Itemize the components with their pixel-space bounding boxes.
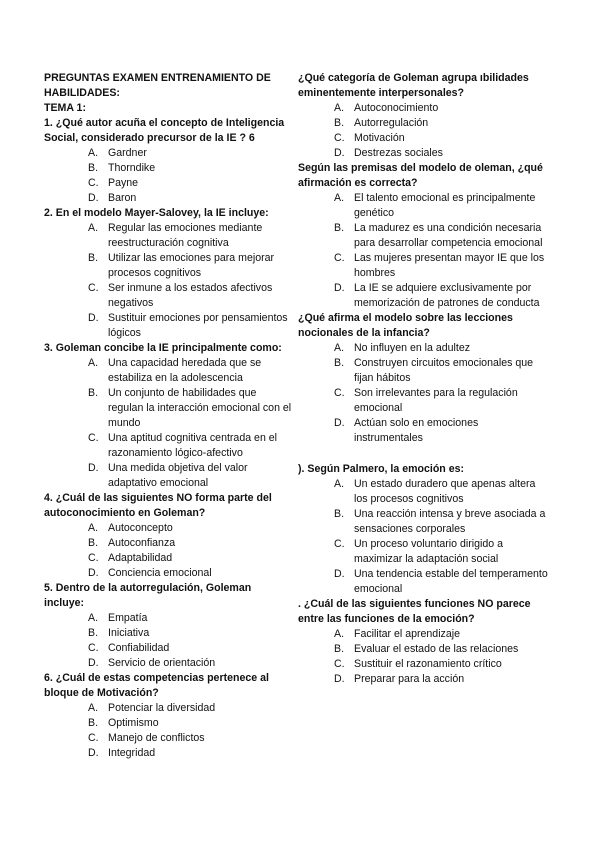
option-text: Ser inmune a los estados afectivos negativos: [108, 282, 273, 309]
option-letter: B.: [88, 627, 99, 639]
option-letter: D.: [334, 147, 345, 159]
question-block: [44, 671, 294, 761]
question-block: [298, 311, 548, 446]
option-text: Motivación: [354, 132, 405, 144]
option-item: [334, 356, 548, 386]
option-text: Adaptabilidad: [108, 552, 173, 564]
option-item: [88, 356, 294, 386]
option-item: [88, 701, 294, 716]
option-letter: B.: [88, 537, 99, 549]
option-text: Una medida objetiva del valor adaptativo emocional: [108, 462, 248, 489]
option-item: [88, 566, 294, 581]
topic-heading: TEMA 1:: [44, 102, 86, 114]
option-item: [334, 477, 548, 507]
question-text: 3. Goleman concibe la IE principalmente como:: [44, 342, 282, 354]
option-text: Un proceso voluntario dirigido a maximizar la adaptación social: [354, 538, 503, 565]
option-letter: D.: [88, 312, 99, 324]
option-text: Integridad: [108, 747, 156, 759]
option-item: [88, 536, 294, 551]
option-letter: A.: [88, 612, 99, 624]
option-text: Una aptitud cognitiva centrada en el razonamiento lógico-afectivo: [108, 432, 278, 459]
options-list: [298, 477, 548, 597]
option-letter: C.: [88, 732, 99, 744]
option-letter: B.: [88, 717, 99, 729]
option-text: La IE se adquiere exclusivamente por memorización de patrones de conducta: [354, 282, 540, 309]
option-letter: A.: [88, 147, 99, 159]
option-item: [88, 221, 294, 251]
option-text: Payne: [108, 177, 139, 189]
option-letter: D.: [334, 417, 345, 429]
option-item: [334, 537, 548, 567]
option-text: Regular las emociones mediante reestructuración cognitiva: [108, 222, 263, 249]
option-item: [88, 656, 294, 671]
option-item: [334, 221, 548, 251]
option-item: [334, 101, 548, 116]
option-text: Construyen circuitos emocionales que fijan hábitos: [354, 357, 534, 384]
option-item: [88, 716, 294, 731]
option-letter: A.: [88, 222, 99, 234]
option-letter: B.: [334, 222, 345, 234]
option-letter: D.: [334, 282, 345, 294]
option-item: [334, 341, 548, 356]
option-item: [88, 461, 294, 491]
question-block: [44, 206, 294, 341]
option-item: [88, 281, 294, 311]
option-item: [334, 281, 548, 311]
option-letter: A.: [88, 357, 99, 369]
option-item: [88, 251, 294, 281]
option-letter: C.: [334, 658, 345, 670]
option-text: Sustituir el razonamiento crítico: [354, 658, 502, 670]
option-letter: B.: [88, 252, 99, 264]
option-text: La madurez es una condición necesaria para desarrollar competencia emocional: [354, 222, 543, 249]
option-text: Confiabilidad: [108, 642, 170, 654]
option-letter: D.: [88, 462, 99, 474]
options-list: [298, 101, 548, 161]
option-text: Optimismo: [108, 717, 159, 729]
option-text: Autoconfianza: [108, 537, 176, 549]
option-item: [88, 521, 294, 536]
option-letter: B.: [88, 387, 99, 399]
option-item: [88, 746, 294, 761]
option-item: [334, 627, 548, 642]
question-text: ¿Qué categoría de Goleman agrupa ıbilidades eminentemente interpersonales?: [298, 72, 529, 99]
option-letter: B.: [88, 162, 99, 174]
option-text: Evaluar el estado de las relaciones: [354, 643, 519, 655]
option-item: [88, 161, 294, 176]
question-text: ¿Qué afirma el modelo sobre las lecciones nocionales de la infancia?: [298, 312, 513, 339]
options-list: [298, 341, 548, 446]
options-list: [298, 627, 548, 687]
option-text: Facilitar el aprendizaje: [354, 628, 460, 640]
option-text: Conciencia emocional: [108, 567, 212, 579]
option-letter: C.: [334, 387, 345, 399]
option-item: [88, 386, 294, 431]
option-text: Iniciativa: [108, 627, 150, 639]
option-letter: B.: [334, 508, 345, 520]
option-text: Destrezas sociales: [354, 147, 443, 159]
option-letter: D.: [88, 567, 99, 579]
option-item: [334, 507, 548, 537]
option-letter: B.: [334, 643, 345, 655]
option-letter: C.: [88, 432, 99, 444]
option-text: Thorndike: [108, 162, 156, 174]
option-letter: C.: [88, 552, 99, 564]
option-item: [88, 626, 294, 641]
spacer: [298, 446, 548, 462]
option-item: [88, 146, 294, 161]
option-letter: C.: [88, 177, 99, 189]
option-text: Empatía: [108, 612, 148, 624]
option-text: Autoconcepto: [108, 522, 173, 534]
option-letter: C.: [334, 132, 345, 144]
option-letter: D.: [88, 192, 99, 204]
option-letter: B.: [334, 117, 345, 129]
question-text: 2. En el modelo Mayer-Salovey, la IE incluye:: [44, 207, 269, 219]
option-letter: A.: [334, 628, 345, 640]
question-text: Según las premisas del modelo de oleman, ¿qué afirmación es correcta?: [298, 162, 543, 189]
question-block: [44, 491, 294, 581]
option-item: [88, 311, 294, 341]
option-text: Servicio de orientación: [108, 657, 216, 669]
option-text: El talento emocional es principalmente genético: [354, 192, 536, 219]
option-text: Preparar para la acción: [354, 673, 465, 685]
options-list: [44, 146, 294, 206]
option-text: Autoconocimiento: [354, 102, 439, 114]
option-item: [88, 191, 294, 206]
option-letter: A.: [88, 522, 99, 534]
option-letter: A.: [334, 102, 345, 114]
option-item: [88, 641, 294, 656]
option-text: Son irrelevantes para la regulación emocional: [354, 387, 518, 414]
option-letter: D.: [334, 673, 345, 685]
option-text: Sustituir emociones por pensamientos lógicos: [108, 312, 288, 339]
options-list: [44, 356, 294, 491]
option-text: Una capacidad heredada que se estabiliza en la adolescencia: [108, 357, 262, 384]
question-text: 6. ¿Cuál de estas competencias pertenece al bloque de Motivación?: [44, 672, 269, 699]
option-text: Manejo de conflictos: [108, 732, 205, 744]
question-text: 5. Dentro de la autorregulación, Goleman incluye:: [44, 582, 252, 609]
options-list: [44, 521, 294, 581]
option-letter: D.: [334, 568, 345, 580]
document-title: PREGUNTAS EXAMEN ENTRENAMIENTO DE HABILIDADES:: [44, 72, 271, 99]
option-text: Una reacción intensa y breve asociada a sensaciones corporales: [354, 508, 546, 535]
option-item: [334, 386, 548, 416]
question-block: [298, 161, 548, 311]
option-letter: A.: [88, 702, 99, 714]
option-item: [334, 146, 548, 161]
option-item: [334, 657, 548, 672]
option-text: Baron: [108, 192, 137, 204]
left-column: [44, 71, 294, 761]
option-item: [334, 131, 548, 146]
question-block: [44, 581, 294, 671]
option-text: Un conjunto de habilidades que regulan la interacción emocional con el mundo: [108, 387, 292, 429]
option-letter: A.: [334, 192, 345, 204]
option-letter: C.: [334, 538, 345, 550]
option-item: [334, 642, 548, 657]
question-text: 1. ¿Qué autor acuña el concepto de Inteligencia Social, considerado precursor de la IE ? 6: [44, 117, 285, 144]
option-text: Utilizar las emociones para mejorar procesos cognitivos: [108, 252, 275, 279]
option-letter: D.: [88, 657, 99, 669]
option-item: [334, 672, 548, 687]
question-text: . ¿Cuál de las siguientes funciones NO parece entre las funciones de la emoción?: [298, 598, 531, 625]
option-letter: C.: [88, 282, 99, 294]
option-text: Una tendencia estable del temperamento emocional: [354, 568, 548, 595]
question-text: 4. ¿Cuál de las siguientes NO forma parte del autoconocimiento en Goleman?: [44, 492, 272, 519]
option-letter: A.: [334, 342, 345, 354]
right-column: [298, 71, 548, 687]
question-block: [298, 71, 548, 161]
option-letter: C.: [334, 252, 345, 264]
option-item: [334, 416, 548, 446]
option-item: [88, 431, 294, 461]
option-text: Un estado duradero que apenas altera los procesos cognitivos: [354, 478, 536, 505]
options-list: [44, 701, 294, 761]
question-block: [298, 462, 548, 597]
option-item: [334, 251, 548, 281]
option-item: [88, 611, 294, 626]
option-item: [88, 731, 294, 746]
options-list: [44, 611, 294, 671]
option-text: Gardner: [108, 147, 147, 159]
option-item: [88, 176, 294, 191]
question-block: [44, 116, 294, 206]
option-item: [334, 567, 548, 597]
options-list: [44, 221, 294, 341]
option-text: No influyen en la adultez: [354, 342, 471, 354]
option-item: [334, 191, 548, 221]
question-block: [44, 341, 294, 491]
option-text: Actúan solo en emociones instrumentales: [354, 417, 479, 444]
option-item: [88, 551, 294, 566]
option-item: [334, 116, 548, 131]
option-letter: C.: [88, 642, 99, 654]
question-block: [298, 597, 548, 687]
option-letter: B.: [334, 357, 345, 369]
options-list: [298, 191, 548, 311]
option-text: Potenciar la diversidad: [108, 702, 216, 714]
question-text: ). Según Palmero, la emoción es:: [298, 463, 465, 475]
option-letter: A.: [334, 478, 345, 490]
option-text: Las mujeres presentan mayor IE que los hombres: [354, 252, 545, 279]
option-text: Autorregulación: [354, 117, 429, 129]
option-letter: D.: [88, 747, 99, 759]
